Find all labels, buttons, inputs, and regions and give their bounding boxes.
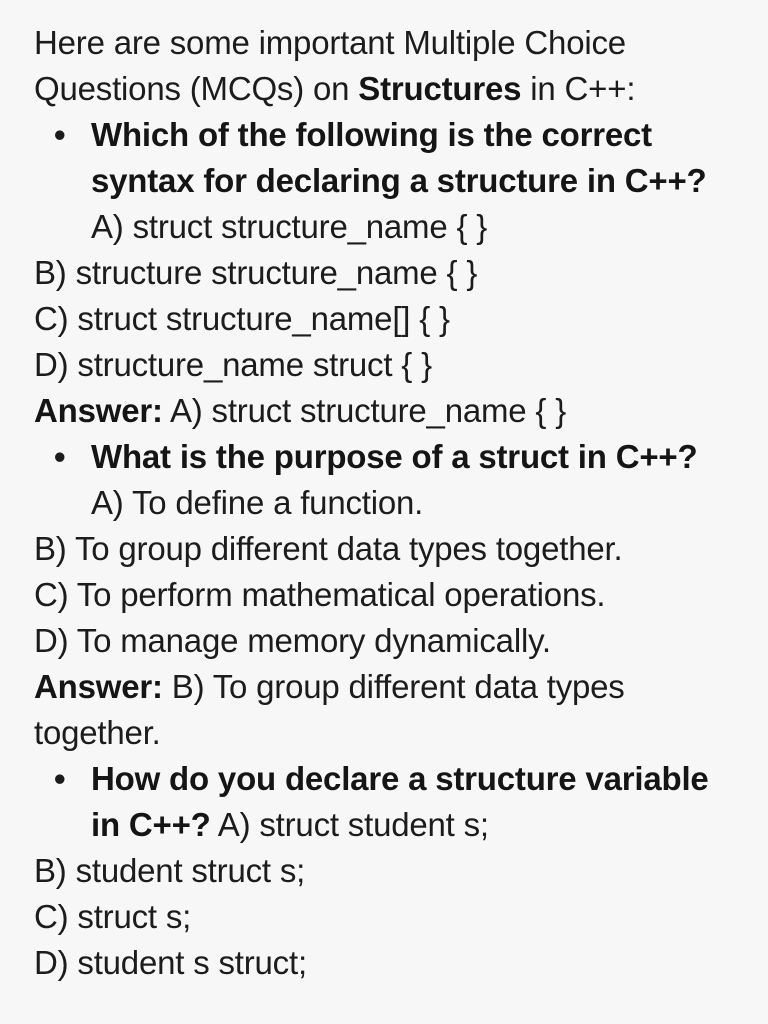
answer-label: Answer: bbox=[34, 392, 163, 429]
question-1-option-b: B) structure structure_name { } bbox=[34, 254, 478, 291]
question-list-3 bbox=[34, 756, 738, 848]
question-2 bbox=[34, 434, 738, 526]
question-1-option-a: A) struct structure_name { } bbox=[91, 208, 488, 245]
intro-suffix: in C++: bbox=[521, 70, 636, 107]
intro-text: Here are some important Multiple Choice Questions (MCQs) on bbox=[34, 24, 626, 107]
intro-keyword: Structures bbox=[358, 70, 522, 107]
bullet-icon: • bbox=[54, 760, 66, 797]
question-2-text: What is the purpose of a struct in C++? bbox=[91, 438, 698, 475]
answer-label: Answer: bbox=[34, 668, 163, 705]
answer-text: B) To group different data types together. bbox=[34, 668, 625, 751]
question-2-answer bbox=[34, 664, 738, 756]
question-3 bbox=[34, 756, 738, 848]
question-2-option-d: D) To manage memory dynamically. bbox=[34, 622, 551, 659]
question-list-2 bbox=[34, 434, 738, 526]
question-1 bbox=[34, 112, 738, 250]
bullet-icon: • bbox=[54, 116, 66, 153]
bullet-icon: • bbox=[54, 438, 66, 475]
question-1-option-d: D) structure_name struct { } bbox=[34, 346, 432, 383]
question-1-option-c: C) struct structure_name[] { } bbox=[34, 300, 450, 337]
question-list-1 bbox=[34, 112, 738, 250]
question-2-option-b: B) To group different data types together. bbox=[34, 530, 623, 567]
answer-text: A) struct structure_name { } bbox=[162, 392, 567, 429]
intro-paragraph bbox=[34, 20, 738, 112]
question-3-option-c: C) struct s; bbox=[34, 898, 192, 935]
question-2-option-a: A) To define a function. bbox=[91, 484, 424, 521]
question-3-option-b: B) student struct s; bbox=[34, 852, 306, 889]
question-1-text: Which of the following is the correct syntax for declaring a structure in C++? bbox=[91, 116, 707, 199]
question-2-option-c: C) To perform mathematical operations. bbox=[34, 576, 606, 613]
question-3-option-a: A) struct student s; bbox=[210, 806, 489, 843]
question-1-answer bbox=[34, 388, 738, 434]
question-3-option-d: D) student s struct; bbox=[34, 944, 307, 981]
question-3-text: How do you declare a structure variable in C++? bbox=[91, 760, 709, 843]
